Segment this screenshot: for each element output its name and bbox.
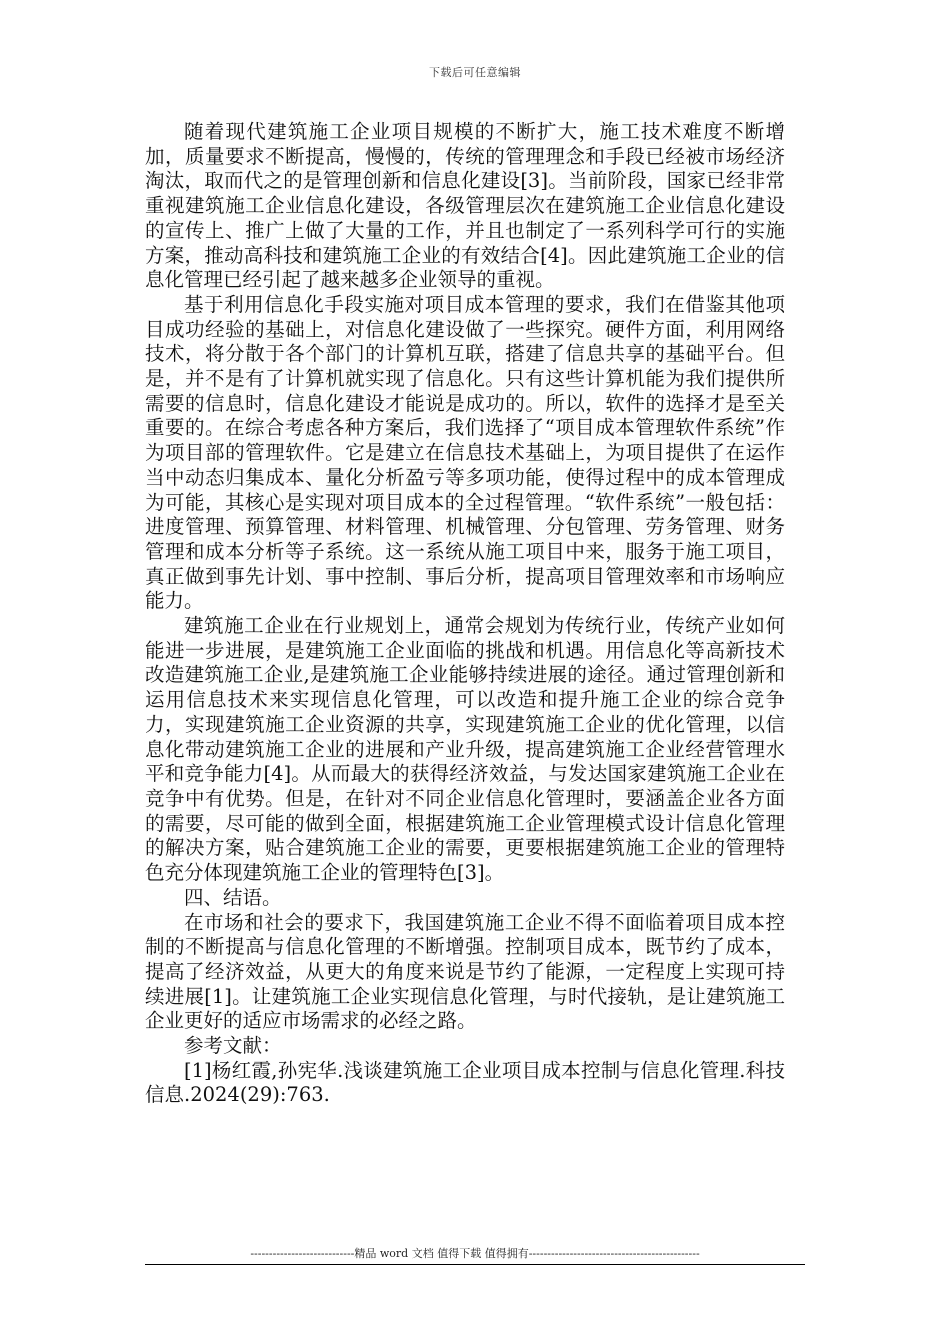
section-heading-conclusion: 四、结语。 (184, 885, 282, 909)
document-body (145, 120, 785, 1108)
paragraph-informatization: 基于利用信息化手段实施对项目成本管理的要求，我们在借鉴其他项目成功经验的基础上，对信息化建设做了一些探究。硬件方面，利用网络技术，将分散于各个部门的计算机互联，搭建了信息共享的基础平台。但是，并不是有了计算机就实现了信息化。只有这些计算机能为我们提供所需要的信息时，信息化建设才能说是成功的。所以，软件的选择才是至关重要的。在综合考虑各种方案后，我们选择了“项目成本管理软件系统”作为项目部的管理软件。它是建立在信息技术基础上，为项目提供了在运作当中动态归集成本、量化分析盈亏等多项功能，使得过程中的成本管理成为可能，其核心是实现对项目成本的全过程管理。“软件系统”一般包括：进度管理、预算管理、材料管理、机械管理、分包管理、劳务管理、财务管理和成本分析等子系统。这一系统从施工项目中来，服务于施工项目，真正做到事先计划、事中控制、事后分析，提高项目管理效率和市场响应能力。 (145, 292, 785, 613)
paragraph-intro: 随着现代建筑施工企业项目规模的不断扩大，施工技术难度不断增加，质量要求不断提高，慢慢的，传统的管理理念和手段已经被市场经济淘汰，取而代之的是管理创新和信息化建设[3]。当前阶段，国家已经非常重视建筑施工企业信息化建设，各级管理层次在建筑施工企业信息化建设的宣传上、推广上做了大量的工作，并且也制定了一系列科学可行的实施方案，推动高科技和建筑施工企业的有效结合[4]。因此建筑施工企业的信息化管理已经引起了越来越多企业领导的重视。 (145, 120, 785, 292)
paragraph-conclusion: 在市场和社会的要求下，我国建筑施工企业不得不面临着项目成本控制的不断提高与信息化管理的不断增强。控制项目成本，既节约了成本，提高了经济效益，从更大的角度来说是节约了能源，一定程度上实现可持续进展[1]。让建筑施工企业实现信息化管理，与时代接轨，是让建筑施工企业更好的适应市场需求的必经之路。 (145, 910, 785, 1033)
paragraph-industry: 建筑施工企业在行业规划上，通常会规划为传统行业，传统产业如何能进一步进展，是建筑施工企业面临的挑战和机遇。用信息化等高新技术改造建筑施工企业,是建筑施工企业能够持续进展的途径。通过管理创新和运用信息技术来实现信息化管理，可以改造和提升施工企业的综合竞争力，实现建筑施工企业资源的共享，实现建筑施工企业的优化管理，以信息化带动建筑施工企业的进展和产业升级，提高建筑施工企业经营管理水平和竞争能力[4]。从而最大的获得经济效益，与发达国家建筑施工企业在竞争中有优势。但是，在针对不同企业信息化管理时，要涵盖企业各方面的需要，尽可能的做到全面，根据建筑施工企业管理模式设计信息化管理的解决方案，贴合建筑施工企业的需要，更要根据建筑施工企业的管理特色充分体现建筑施工企业的管理特色[3]。 (145, 614, 785, 885)
references-heading: 参考文献： (184, 1034, 282, 1058)
reference-item: [1]杨红霞,孙宪华.浅谈建筑施工企业项目成本控制与信息化管理.科技信息.2024(29):763. (145, 1058, 785, 1107)
page-footer: ----------------------------精品 word 文档 值得下载 值得拥有---------------------------------------------- (250, 1247, 700, 1260)
footer-divider (145, 1264, 805, 1265)
page-header: 下载后可任意编辑 (429, 66, 521, 79)
